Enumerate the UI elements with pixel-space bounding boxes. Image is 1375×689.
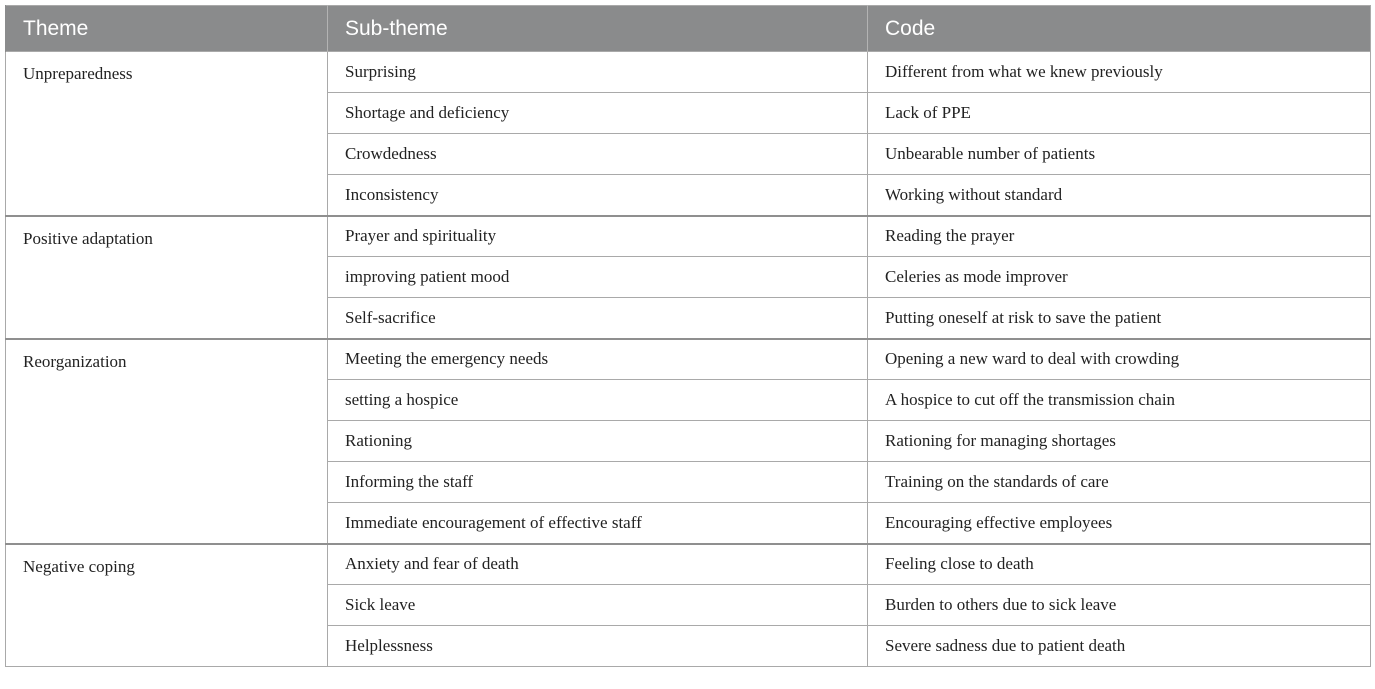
sub-theme-cell: Anxiety and fear of death — [328, 544, 868, 585]
code-cell: Celeries as mode improver — [868, 257, 1371, 298]
code-cell: Severe sadness due to patient death — [868, 626, 1371, 667]
sub-theme-cell: Crowdedness — [328, 134, 868, 175]
sub-theme-cell: Helplessness — [328, 626, 868, 667]
theme-cell: Negative coping — [6, 544, 328, 667]
code-cell: Opening a new ward to deal with crowding — [868, 339, 1371, 380]
code-cell: Lack of PPE — [868, 93, 1371, 134]
code-cell: Reading the prayer — [868, 216, 1371, 257]
code-cell: Working without standard — [868, 175, 1371, 216]
sub-theme-cell: Meeting the emergency needs — [328, 339, 868, 380]
code-cell: Putting oneself at risk to save the patient — [868, 298, 1371, 339]
code-cell: Feeling close to death — [868, 544, 1371, 585]
table-body — [6, 52, 1371, 667]
sub-theme-cell: Immediate encouragement of effective staff — [328, 503, 868, 544]
header-sub-theme: Sub-theme — [328, 6, 868, 52]
table-row — [6, 544, 1371, 585]
table-row — [6, 339, 1371, 380]
header-theme: Theme — [6, 6, 328, 52]
themes-table — [5, 5, 1371, 667]
code-cell: Unbearable number of patients — [868, 134, 1371, 175]
code-cell: A hospice to cut off the transmission chain — [868, 380, 1371, 421]
sub-theme-cell: Self-sacrifice — [328, 298, 868, 339]
header-row — [6, 6, 1371, 52]
table-header — [6, 6, 1371, 52]
sub-theme-cell: setting a hospice — [328, 380, 868, 421]
sub-theme-cell: Rationing — [328, 421, 868, 462]
theme-cell: Reorganization — [6, 339, 328, 544]
sub-theme-cell: Inconsistency — [328, 175, 868, 216]
table-row — [6, 216, 1371, 257]
sub-theme-cell: Prayer and spirituality — [328, 216, 868, 257]
table-row — [6, 52, 1371, 93]
theme-cell: Positive adaptation — [6, 216, 328, 339]
themes-table-container — [5, 5, 1370, 667]
header-code: Code — [868, 6, 1371, 52]
theme-cell: Unpreparedness — [6, 52, 328, 216]
code-cell: Encouraging effective employees — [868, 503, 1371, 544]
sub-theme-cell: Surprising — [328, 52, 868, 93]
sub-theme-cell: Informing the staff — [328, 462, 868, 503]
sub-theme-cell: improving patient mood — [328, 257, 868, 298]
sub-theme-cell: Sick leave — [328, 585, 868, 626]
code-cell: Burden to others due to sick leave — [868, 585, 1371, 626]
sub-theme-cell: Shortage and deficiency — [328, 93, 868, 134]
code-cell: Training on the standards of care — [868, 462, 1371, 503]
code-cell: Different from what we knew previously — [868, 52, 1371, 93]
code-cell: Rationing for managing shortages — [868, 421, 1371, 462]
